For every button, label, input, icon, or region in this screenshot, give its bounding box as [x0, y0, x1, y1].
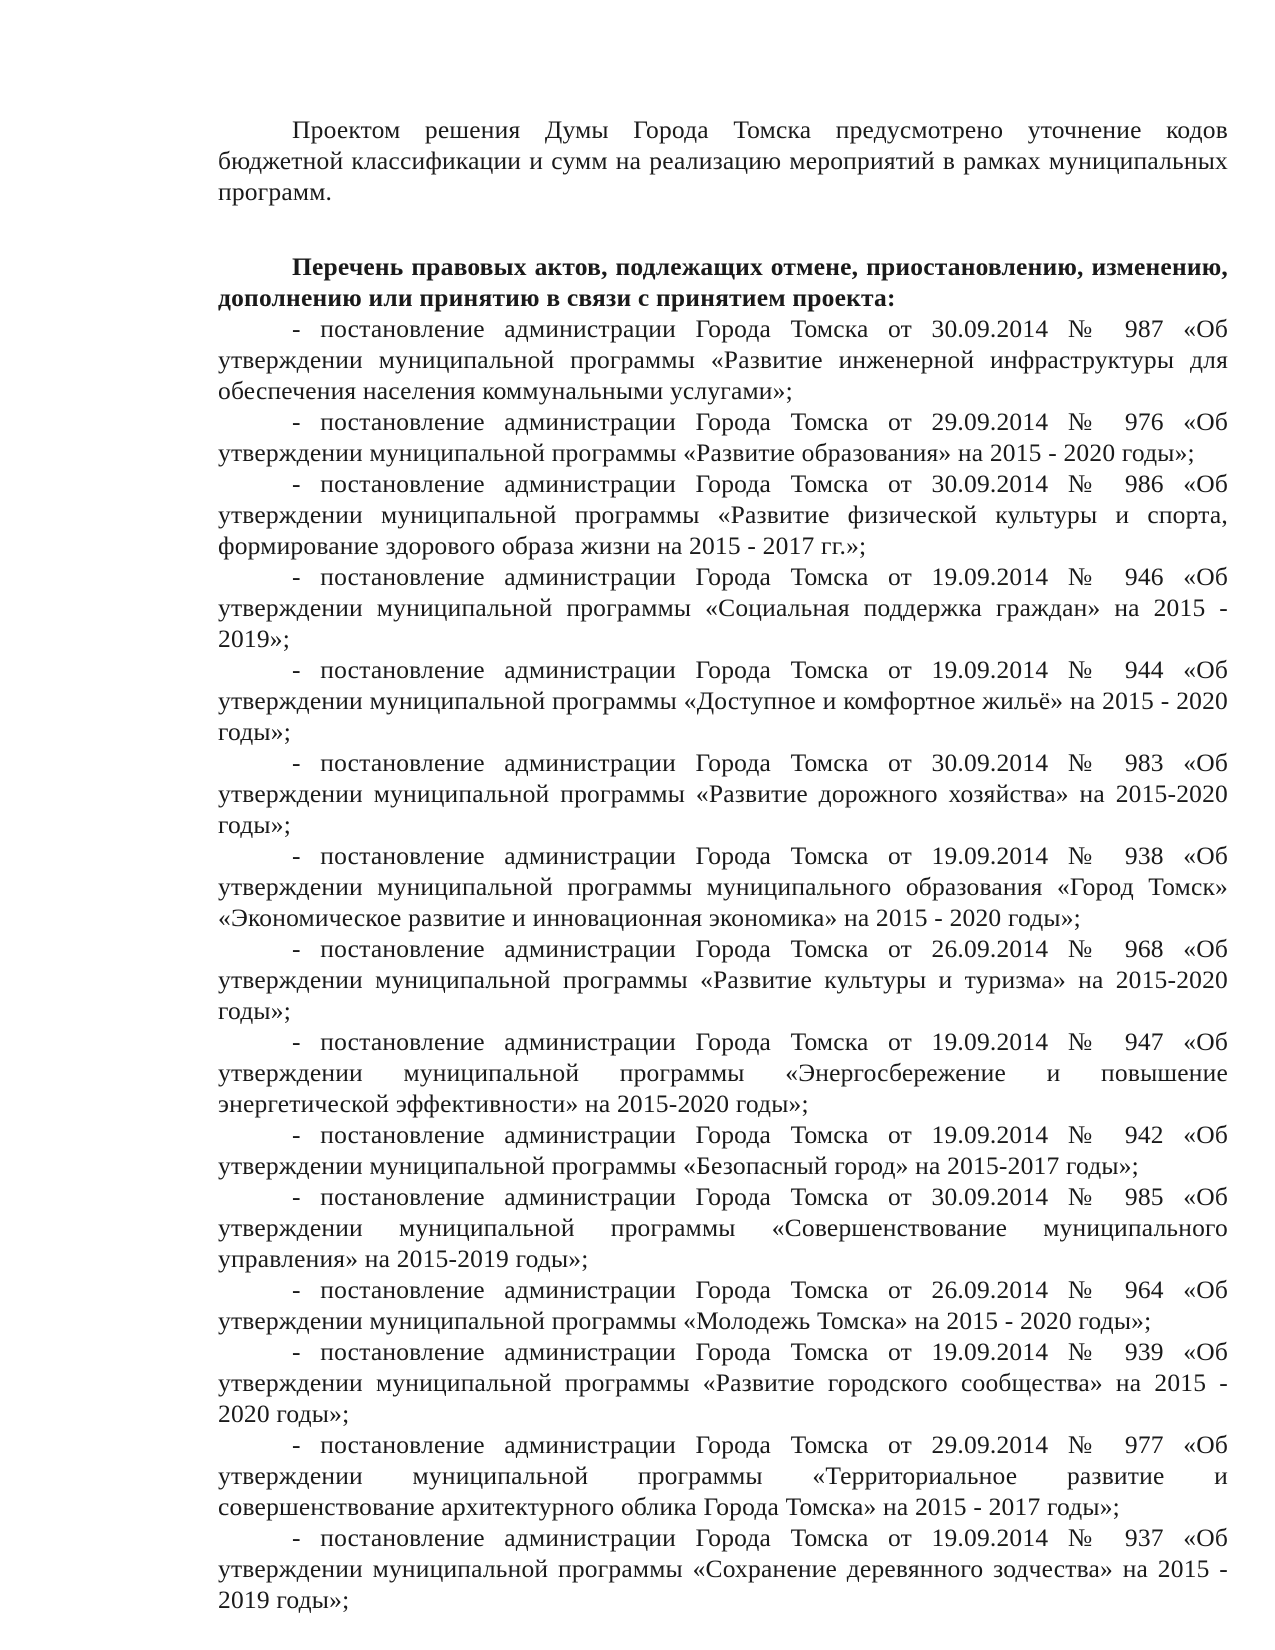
- section-heading: Перечень правовых актов, подлежащих отмене, приостановлению, изменению, дополнению или принятию в связи с принятием проекта:: [218, 252, 1228, 312]
- list-item: - постановление администрации Города Томска от 19.09.2014 № 947 «Об утверждении муниципальной программы «Энергосбережение и повышение энергетической эффективности» на 2015-2020 годы»;: [218, 1027, 1228, 1118]
- list-item: - постановление администрации Города Томска от 30.09.2014 № 986 «Об утверждении муниципальной программы «Развитие физической культуры и спорта, формирование здорового образа жизни на 2015 - 2017 гг.»;: [218, 469, 1228, 560]
- list-item: - постановление администрации Города Томска от 29.09.2014 № 977 «Об утверждении муниципальной программы «Территориальное развитие и совершенствование архитектурного облика Города Томска» на 2015 - 2017 годы»;: [218, 1430, 1228, 1521]
- list-item: - постановление администрации Города Томска от 19.09.2014 № 939 «Об утверждении муниципальной программы «Развитие городского сообщества» на 2015 - 2020 годы»;: [218, 1337, 1228, 1428]
- list-item: - постановление администрации Города Томска от 30.09.2014 № 987 «Об утверждении муниципальной программы «Развитие инженерной инфраструктуры для обеспечения населения коммунальными услугами»;: [218, 314, 1228, 405]
- list-item: - постановление администрации Города Томска от 29.09.2014 № 976 «Об утверждении муниципальной программы «Развитие образования» на 2015 - 2020 годы»;: [218, 407, 1228, 467]
- list-item: - постановление администрации Города Томска от 19.09.2014 № 938 «Об утверждении муниципальной программы муниципального образования «Город Томск» «Экономическое развитие и инновационная экономика» на 2015 - 2020 годы»;: [218, 841, 1228, 932]
- document-body: [218, 114, 1228, 1615]
- list-item: - постановление администрации Города Томска от 26.09.2014 № 968 «Об утверждении муниципальной программы «Развитие культуры и туризма» на 2015-2020 годы»;: [218, 934, 1228, 1025]
- list-item: - постановление администрации Города Томска от 19.09.2014 № 937 «Об утверждении муниципальной программы «Сохранение деревянного зодчества» на 2015 - 2019 годы»;: [218, 1523, 1228, 1614]
- list-item: - постановление администрации Города Томска от 30.09.2014 № 983 «Об утверждении муниципальной программы «Развитие дорожного хозяйства» на 2015-2020 годы»;: [218, 748, 1228, 839]
- list-item: - постановление администрации Города Томска от 19.09.2014 № 944 «Об утверждении муниципальной программы «Доступное и комфортное жильё» на 2015 - 2020 годы»;: [218, 655, 1228, 746]
- list-item: - постановление администрации Города Томска от 19.09.2014 № 946 «Об утверждении муниципальной программы «Социальная поддержка граждан» на 2015 - 2019»;: [218, 562, 1228, 653]
- list-item: - постановление администрации Города Томска от 26.09.2014 № 964 «Об утверждении муниципальной программы «Молодежь Томска» на 2015 - 2020 годы»;: [218, 1275, 1228, 1335]
- intro-paragraph: Проектом решения Думы Города Томска предусмотрено уточнение кодов бюджетной классификации и сумм на реализацию мероприятий в рамках муниципальных программ.: [218, 115, 1228, 206]
- list-item: - постановление администрации Города Томска от 19.09.2014 № 942 «Об утверждении муниципальной программы «Безопасный город» на 2015-2017 годы»;: [218, 1120, 1228, 1180]
- list-item: - постановление администрации Города Томска от 30.09.2014 № 985 «Об утверждении муниципальной программы «Совершенствование муниципального управления» на 2015-2019 годы»;: [218, 1182, 1228, 1273]
- legal-acts-list: [218, 313, 1228, 1615]
